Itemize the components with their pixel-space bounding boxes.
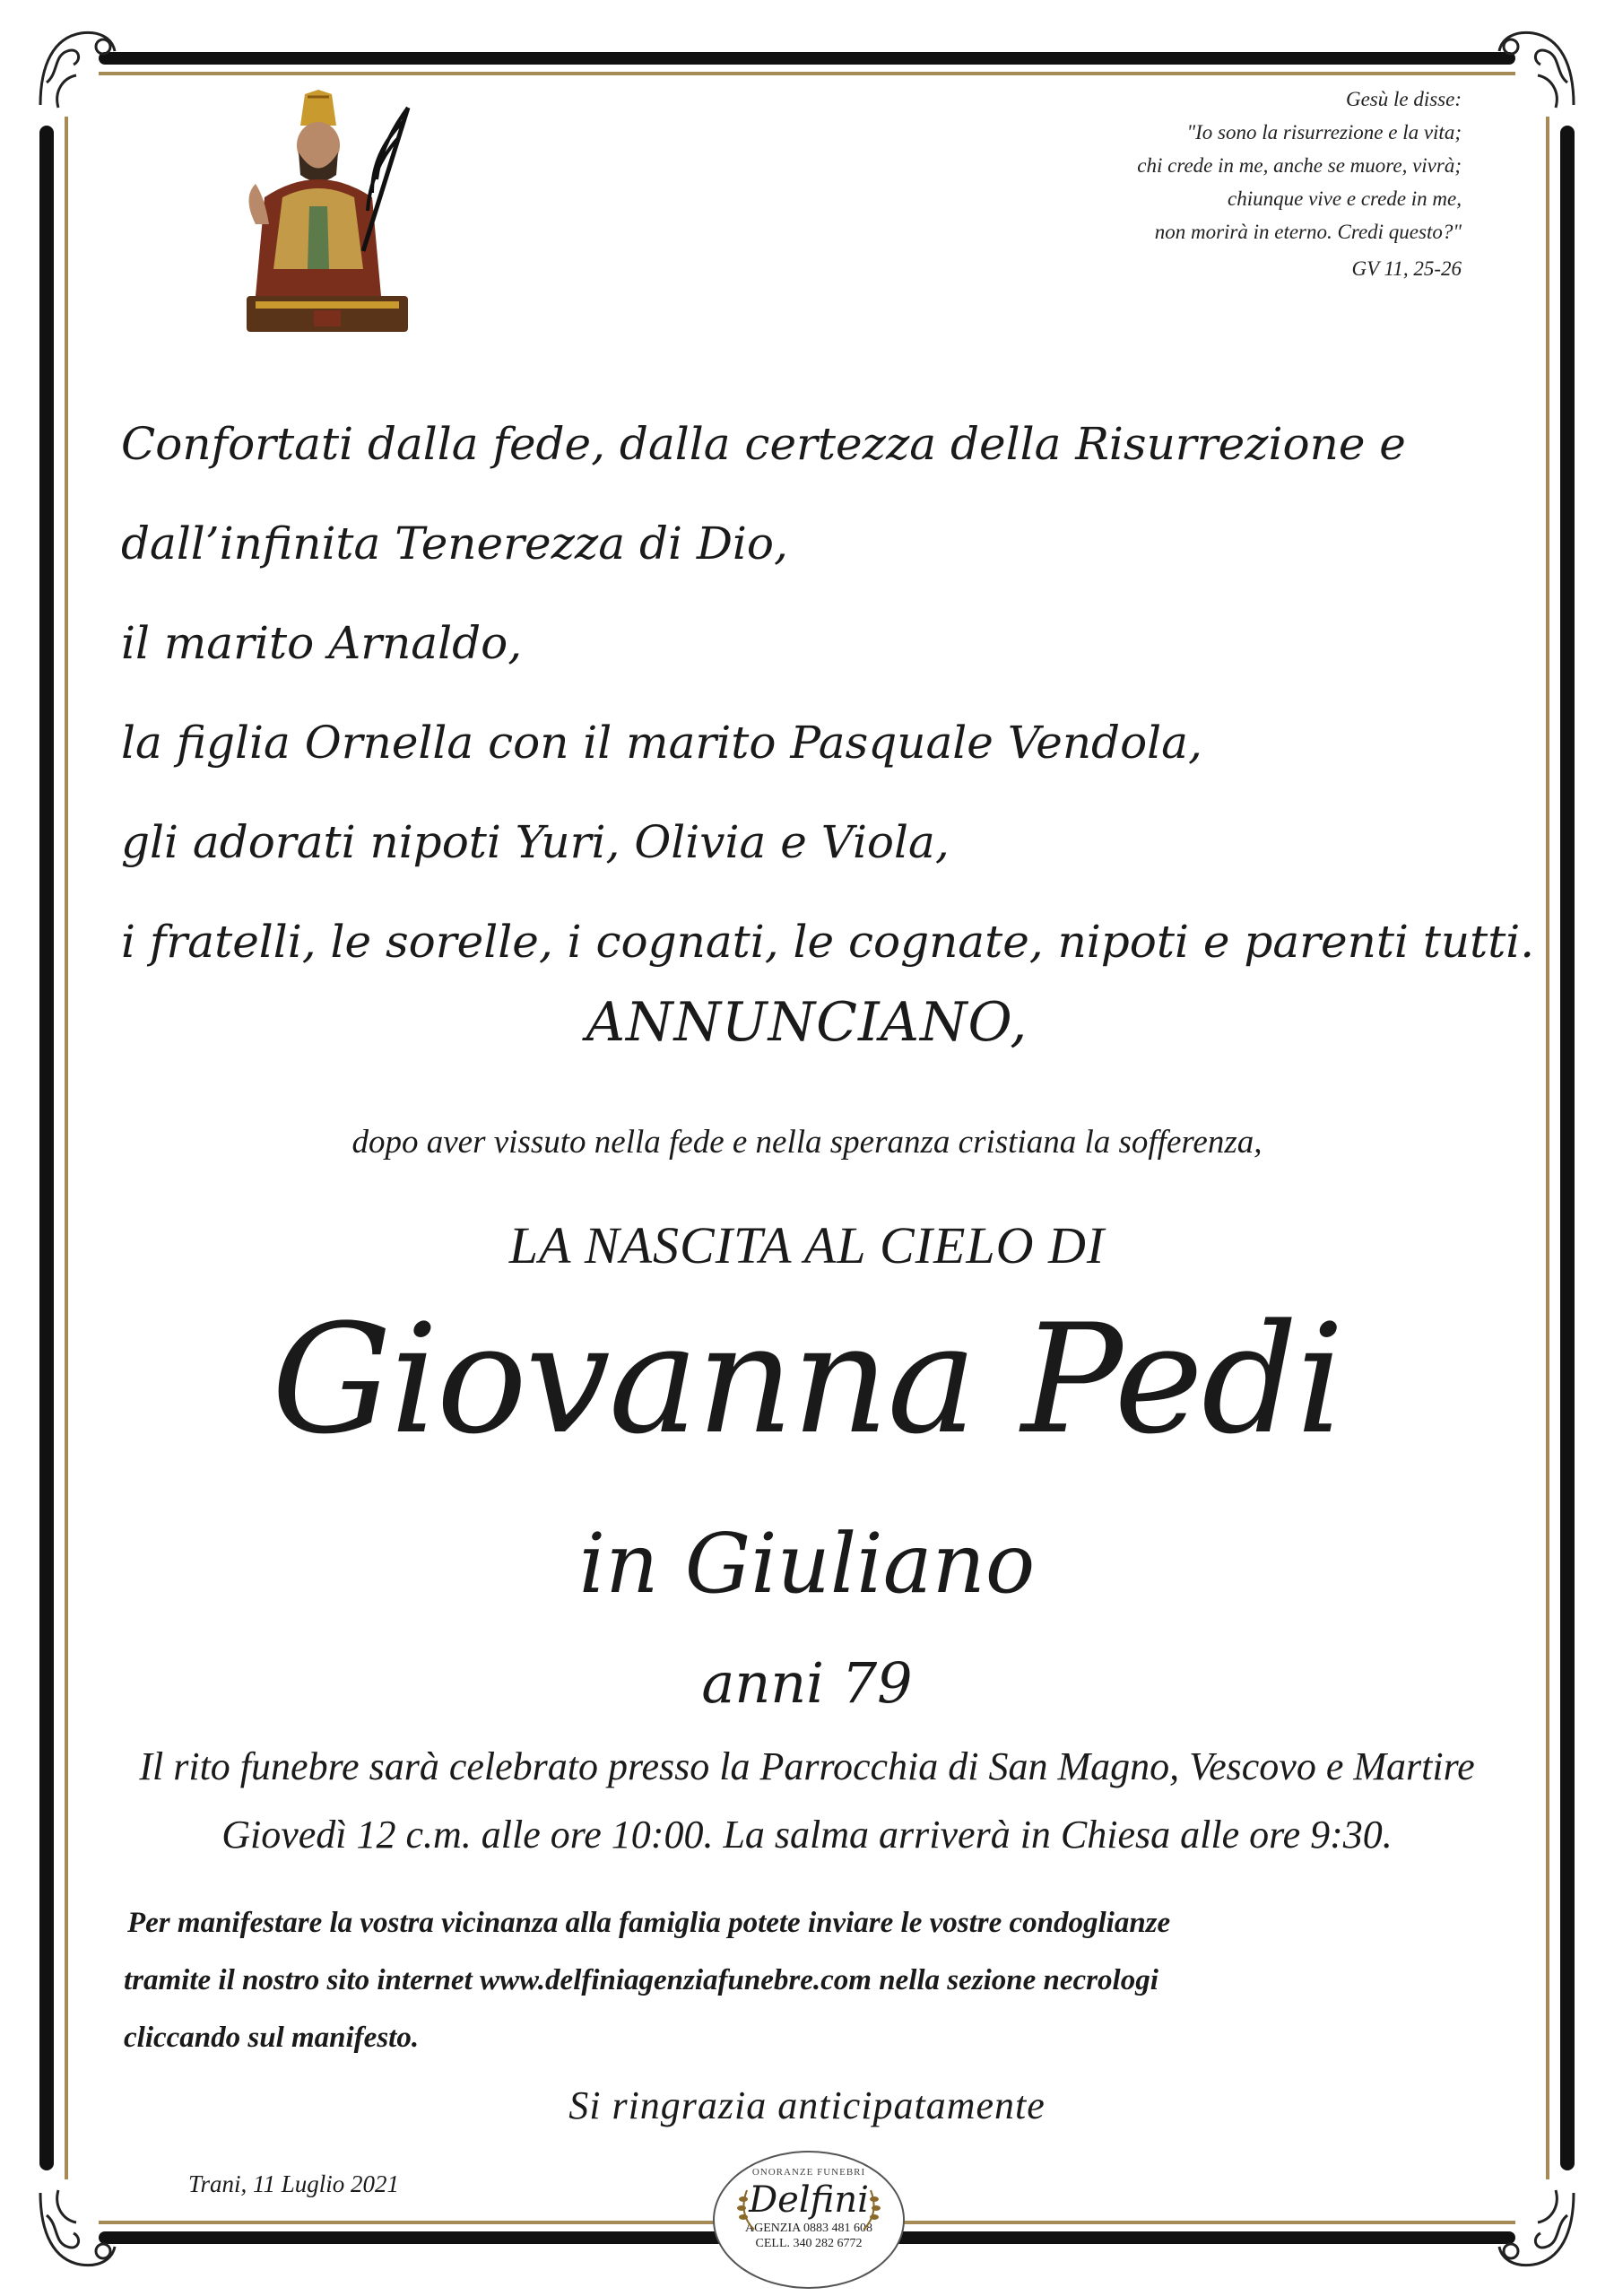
ornament-corner-icon: [1488, 2179, 1587, 2278]
quote-line: "Io sono la risurrezione e la vita;: [1186, 121, 1462, 144]
announce-subtext: dopo aver vissuto nella fede e nella speranza cristiana la sofferenza,: [351, 1124, 1263, 1161]
agency-tagline: ONORANZE FUNEBRI: [751, 2167, 866, 2178]
laurel-icon: [858, 2187, 883, 2231]
laurel-icon: [734, 2187, 759, 2231]
family-announcement: [121, 395, 1535, 992]
agency-brand: Delfini: [749, 2179, 869, 2221]
intro-line: gli adorati nipoti Yuri, Olivia e Viola,: [121, 816, 950, 868]
intro-line: dall’infinita Tenerezza di Dio,: [121, 517, 788, 570]
condolence-notice: [124, 1894, 1523, 2066]
quote-line: chiunque vive e crede in me,: [1228, 187, 1462, 210]
deceased-age: anni 79: [701, 1650, 913, 1716]
condolence-line: cliccando sul manifesto.: [124, 2022, 420, 2054]
announce-heading: ANNUNCIANO,: [586, 991, 1028, 1054]
deceased-name: Giovanna Pedi: [271, 1292, 1343, 1467]
quote-line: Gesù le disse:: [1345, 88, 1462, 110]
thanks-line: Si ringrazia anticipatamente: [568, 2083, 1046, 2127]
intro-line: il marito Arnaldo,: [121, 617, 523, 669]
ornament-corner-icon: [1488, 20, 1587, 118]
frame-top-bar: [99, 52, 1515, 65]
intro-line: Confortati dalla fede, dalla certezza della Risurrezione e: [121, 418, 1406, 470]
ornament-corner-icon: [27, 2179, 126, 2278]
intro-line: i fratelli, le sorelle, i cognati, le cognate, nipoti e parenti tutti.: [121, 916, 1535, 968]
intro-line: la figlia Ornella con il marito Pasquale Vendola,: [121, 717, 1202, 769]
agency-logo: [713, 2151, 905, 2289]
agency-cell: CELL. 340 282 6772: [755, 2237, 863, 2250]
funeral-info-line: Giovedì 12 c.m. alle ore 10:00. La salma arriverà in Chiesa alle ore 9:30.: [221, 1813, 1393, 1857]
deceased-married-name: in Giuliano: [578, 1516, 1036, 1612]
place-date: Trani, 11 Luglio 2021: [188, 2170, 400, 2197]
bible-quote: [995, 83, 1462, 285]
condolence-line: tramite il nostro sito internet www.delfiniagenziafunebre.com nella sezione necrologi: [124, 1964, 1158, 1996]
agency-phone: AGENZIA 0883 481 608: [745, 2222, 872, 2235]
birth-to-heaven-heading: LA NASCITA AL CIELO DI: [508, 1216, 1106, 1274]
quote-reference: GV 11, 25-26: [1351, 257, 1462, 280]
gold-line-top: [99, 72, 1515, 75]
condolence-line: Per manifestare la vostra vicinanza alla famiglia potete inviare le vostre condoglianze: [127, 1907, 1171, 1939]
ornament-corner-icon: [27, 20, 126, 118]
quote-line: chi crede in me, anche se muore, vivrà;: [1137, 154, 1462, 177]
funeral-info-line: Il rito funebre sarà celebrato presso la Parrocchia di San Magno, Vescovo e Martire: [139, 1744, 1475, 1788]
saint-statue-icon: [229, 90, 426, 341]
quote-line: non morirà in eterno. Credi questo?": [1154, 221, 1462, 243]
